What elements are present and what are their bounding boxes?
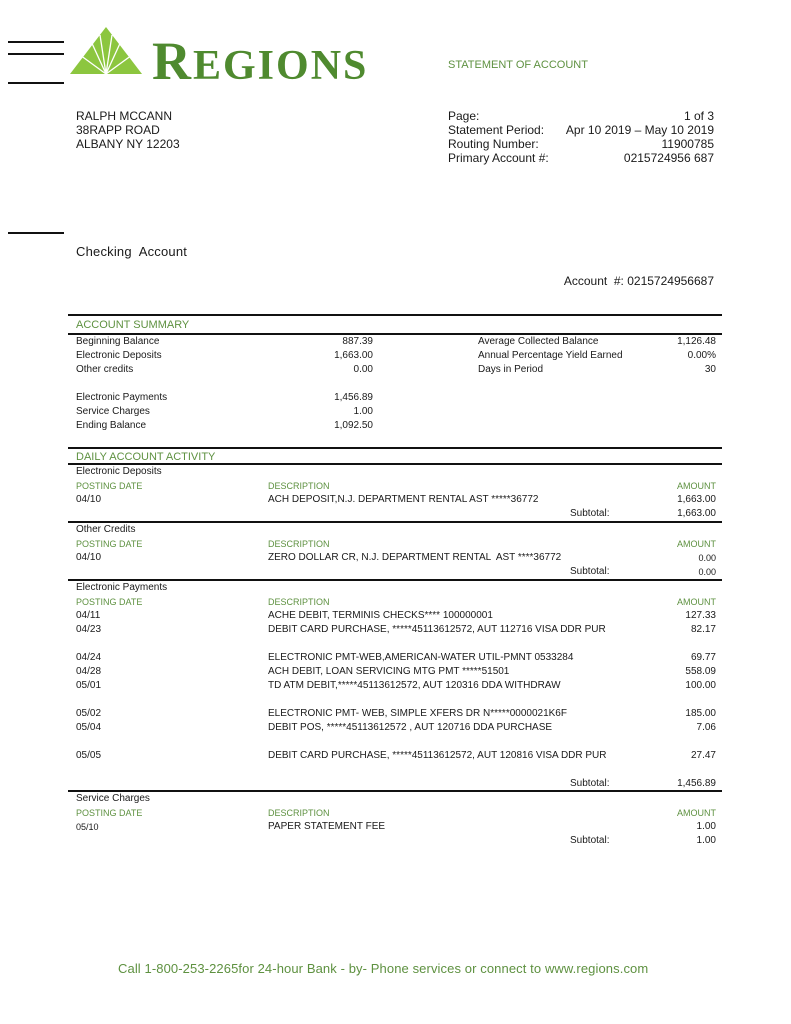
statement-title: STATEMENT OF ACCOUNT [448, 59, 588, 71]
column-headers: POSTING DATE DESCRIPTION AMOUNT [76, 481, 716, 491]
transaction-row: 05/10 PAPER STATEMENT FEE 1.00 [76, 821, 716, 832]
margin-mark [8, 41, 64, 43]
meta-routing: Routing Number: 11900785 [448, 137, 714, 151]
section-name: Other Credits [76, 524, 136, 535]
column-headers: POSTING DATE DESCRIPTION AMOUNT [76, 808, 716, 818]
transaction-row: 04/11 ACHE DEBIT, TERMINIS CHECKS**** 100000001 127.33 [76, 610, 716, 621]
divider [68, 314, 722, 316]
transaction-row: 04/24 ELECTRONIC PMT-WEB,AMERICAN-WATER UTIL-PMNT 0533284 69.77 [76, 652, 716, 663]
transaction-row: 05/04 DEBIT POS, *****45113612572 , AUT 120716 DDA PURCHASE 7.06 [76, 722, 716, 733]
summary-row: Electronic Deposits 1,663.00 Annual Percentage Yield Earned 0.00% [76, 350, 716, 361]
transaction-row: 04/28 ACH DEBIT, LOAN SERVICING MTG PMT *****51501 558.09 [76, 666, 716, 677]
footer-contact: Call 1-800-253-2265for 24-hour Bank - by- Phone services or connect to www.regions.com [118, 961, 649, 976]
summary-row: Ending Balance 1,092.50 [76, 420, 373, 431]
summary-row: Beginning Balance 887.39 Average Collected Balance 1,126.48 [76, 336, 716, 347]
meta-account: Primary Account #: 0215724956 687 [448, 151, 714, 165]
logo-rest: EGIONS [193, 43, 369, 89]
margin-mark [8, 82, 64, 84]
transaction-row: 04/10 ACH DEPOSIT,N.J. DEPARTMENT RENTAL AST *****36772 1,663.00 [76, 494, 716, 505]
summary-row: Service Charges 1.00 [76, 406, 373, 417]
divider [68, 447, 722, 449]
transaction-row: 04/23 DEBIT CARD PURCHASE, *****45113612572, AUT 112716 VISA DDR PUR 82.17 [76, 624, 716, 635]
customer-address [76, 109, 180, 151]
statement-meta [448, 109, 714, 165]
margin-mark [8, 232, 64, 234]
transaction-row: 04/10 ZERO DOLLAR CR, N.J. DEPARTMENT RENTAL AST ****36772 0.00 [76, 552, 716, 563]
column-headers: POSTING DATE DESCRIPTION AMOUNT [76, 539, 716, 549]
margin-mark [8, 53, 64, 55]
meta-page: Page: 1 of 3 [448, 109, 714, 123]
regions-logo-icon [70, 27, 142, 75]
section-name: Service Charges [76, 793, 150, 804]
logo-wordmark [152, 31, 369, 91]
subtotal-row: Subtotal: 0.00 [570, 566, 716, 577]
column-headers: POSTING DATE DESCRIPTION AMOUNT [76, 597, 716, 607]
section-name: Electronic Payments [76, 582, 168, 593]
summary-row: Electronic Payments 1,456.89 [76, 392, 373, 403]
customer-name: RALPH MCCANN [76, 109, 173, 123]
transaction-row: 05/01 TD ATM DEBIT,*****45113612572, AUT 120316 DDA WITHDRAW 100.00 [76, 680, 716, 691]
transaction-row: 05/05 DEBIT CARD PURCHASE, *****45113612572, AUT 120816 VISA DDR PUR 27.47 [76, 750, 716, 761]
subtotal-row: Subtotal: 1,456.89 [570, 778, 716, 789]
account-type: Checking Account [76, 244, 188, 259]
logo-initial: R [152, 31, 193, 91]
meta-period: Statement Period: Apr 10 2019 – May 10 2019 [448, 123, 714, 137]
summary-row: Other credits 0.00 Days in Period 30 [76, 364, 716, 375]
customer-street: 38RAPP ROAD [76, 123, 160, 137]
subtotal-row: Subtotal: 1.00 [570, 835, 716, 846]
transaction-row: 05/02 ELECTRONIC PMT- WEB, SIMPLE XFERS DR N*****0000021K6F 185.00 [76, 708, 716, 719]
section-name: Electronic Deposits [76, 466, 162, 477]
account-summary-heading: ACCOUNT SUMMARY [76, 319, 190, 331]
daily-activity-heading: DAILY ACCOUNT ACTIVITY [76, 451, 216, 463]
account-number: Account #: 0215724956687 [563, 274, 714, 288]
subtotal-row: Subtotal: 1,663.00 [570, 508, 716, 519]
customer-city: ALBANY NY 12203 [76, 137, 180, 151]
